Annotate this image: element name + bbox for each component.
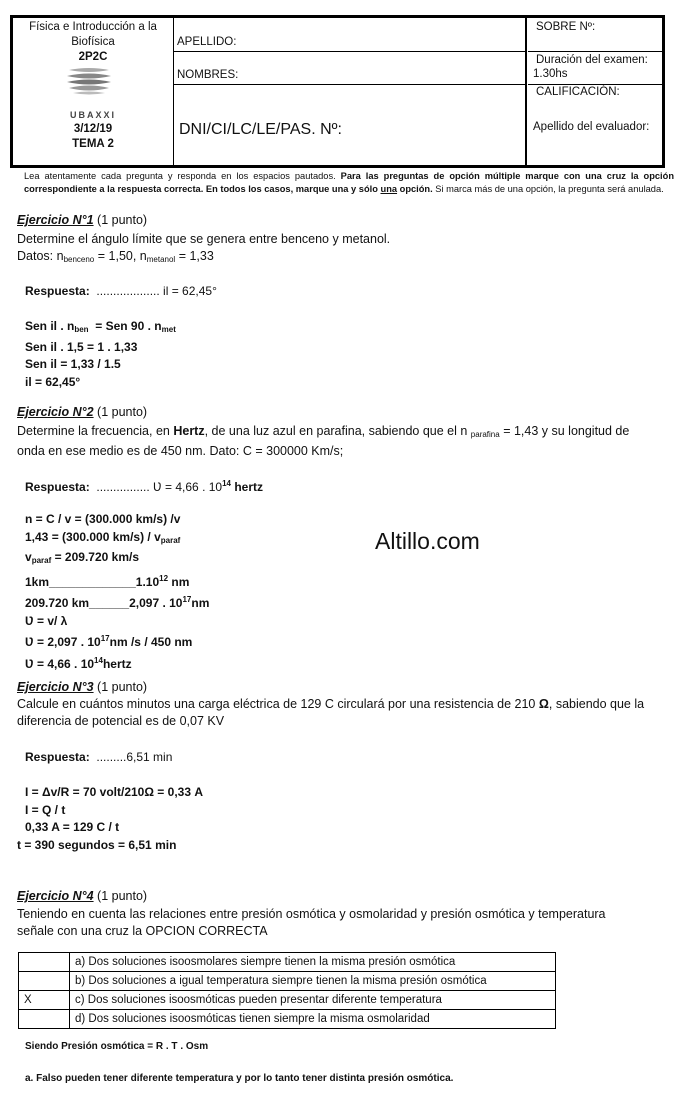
ex2-heading: Ejercicio N°2 (17, 405, 94, 419)
ex4-option-d-mark[interactable] (19, 1010, 70, 1029)
course-name-line2: Biofísica (71, 36, 115, 48)
ex3-step-2: I = Q / t (25, 802, 66, 817)
ex1-step-4: il = 62,45° (25, 374, 81, 389)
course-name-line1: Física e Introducción a la (29, 21, 157, 33)
ex2-step-5 (25, 591, 209, 613)
ex4-question (17, 906, 682, 940)
ex4-option-row[interactable] (19, 972, 556, 991)
course-code: 2P2C (78, 51, 108, 63)
admin-fields (528, 18, 662, 165)
ex4-note-2: a. Falso pueden tener diferente temperatura y por lo tanto tener distinta presión osmótica. (25, 1073, 454, 1084)
ex2-step-2a: 1,43 = (300.000 km/s) / v (25, 529, 161, 544)
ex4-option-b-text: b) Dos soluciones a igual temperatura siempre tienen la misma presión osmótica (70, 972, 556, 991)
instructions (24, 170, 674, 195)
watermark: Altillo.com (375, 528, 480, 554)
ex3-title (17, 680, 147, 694)
ex4-option-row[interactable] (19, 1010, 556, 1029)
ex2-answer-exp: 14 (222, 479, 231, 488)
course-info (13, 18, 174, 165)
exam-date: 3/12/19 (73, 123, 113, 135)
ex2-step-4 (25, 570, 209, 592)
sobre-field[interactable] (528, 18, 662, 52)
ex3-q-line2: diferencia de potencial es de 0,07 KV (17, 714, 225, 728)
ex2-step-5a: 209.720 km______2,097 . 10 (25, 596, 183, 610)
ex4-option-c-mark[interactable]: X (19, 991, 70, 1010)
ex2-step-8 (25, 652, 209, 674)
evaluador-label: Apellido del evaluador: (533, 121, 650, 133)
ex3-q-part2: , sabiendo que la (548, 697, 645, 711)
ex3-step-4: t = 390 segundos = 6,51 min (17, 837, 177, 852)
ex2-step-4b: nm (171, 574, 190, 589)
ex3-solution (17, 784, 204, 854)
ex2-step-3b: = 209.720 km/s (54, 550, 139, 564)
ex2-q-sub: parafina (470, 430, 500, 439)
ex1-answer (25, 283, 217, 301)
calificacion-field[interactable] (528, 85, 662, 165)
dni-label: DNI/CI/LC/LE/PAS. Nº: (179, 121, 342, 138)
ex2-step-8b: hertz (102, 656, 132, 671)
ex2-step-7b: nm /s / 450 nm (109, 635, 193, 649)
duracion-value: 1.30hs (533, 68, 568, 80)
instructions-text-2-end: opción. (399, 183, 433, 194)
ex4-option-a-mark[interactable] (19, 953, 70, 972)
ex4-option-row[interactable] (19, 953, 556, 972)
ex4-title (17, 889, 147, 903)
exam-tema: TEMA 2 (72, 138, 114, 150)
duracion-label: Duración del examen: (536, 54, 648, 66)
ex1-step-1b: = Sen 90 . n (95, 319, 162, 333)
duracion-field (528, 51, 662, 85)
ex4-option-c-text: c) Dos soluciones isoosmóticas pueden presentar diferente temperatura (70, 991, 556, 1010)
ex1-step-3: Sen il = 1,33 / 1.5 (25, 357, 121, 371)
ex4-points: (1 punto) (97, 889, 148, 903)
ex4-option-row[interactable] (19, 991, 556, 1010)
ex2-solution (25, 511, 209, 673)
ex2-answer (25, 475, 263, 497)
instructions-text-2: Para las preguntas de opción múltiple marque con una cruz la opción correspondiente a la respuesta correcta. En todos los casos, marque una y sólo (24, 171, 674, 194)
student-fields (173, 18, 527, 165)
ex4-option-a-text: a) Dos soluciones isoosmolares siempre tienen la misma presión osmótica (70, 953, 556, 972)
university-name: UBAXXI (69, 110, 116, 120)
ex3-answer-value: .........6,51 min (96, 750, 173, 764)
nombres-label: NOMBRES: (177, 69, 239, 81)
ex2-step-2-sub: paraf (160, 535, 181, 545)
ex2-q-part2: , de una luz azul en parafina, sabiendo que el n (204, 424, 468, 438)
instructions-underlined: una (380, 183, 398, 194)
ex1-answer-value: ................... il = 62,45° (96, 284, 217, 298)
ex1-datos-val2: = 1,33 (178, 249, 214, 263)
ex1-step-1-sub: ben (74, 325, 89, 334)
ex4-q-line2: señale con una cruz la OPCION CORRECTA (17, 924, 268, 938)
ex3-step-1: I = Δv/R = 70 volt/210Ω = 0,33 A (25, 785, 204, 799)
ex2-title (17, 405, 147, 419)
ex1-step-2: Sen il . 1,5 = 1 . 1,33 (25, 339, 138, 354)
ex1-sub-metanol: metanol (146, 255, 176, 264)
ex2-step-4a: 1km_____________1.10 (25, 574, 160, 589)
ex4-heading: Ejercicio N°4 (17, 889, 94, 903)
ex2-answer-label: Respuesta: (25, 480, 90, 494)
ex2-step-8-exp: 14 (94, 655, 103, 665)
ex1-datos (17, 248, 214, 268)
apellido-field[interactable] (173, 18, 525, 52)
ex2-step-3a: v (25, 550, 32, 564)
ex2-q-line2: onda en ese medio es de 450 nm. Dato: C = 300000 Km/s; (17, 444, 344, 458)
dni-field[interactable] (173, 85, 525, 165)
ex1-step-1-sub2: met (161, 325, 176, 334)
apellido-label: APELLIDO: (177, 36, 237, 48)
calificacion-label: CALIFICACIÓN: (536, 86, 620, 98)
ex3-answer-label: Respuesta: (25, 750, 90, 764)
ex2-step-4-exp: 12 (159, 573, 169, 583)
ex3-points: (1 punto) (97, 680, 148, 694)
university-logo-icon (65, 68, 113, 96)
ex1-solution (25, 318, 176, 391)
ex2-answer-value: ................ Ʋ = 4,66 . 10 (96, 480, 223, 494)
ex1-heading: Ejercicio N°1 (17, 213, 94, 227)
ex2-points: (1 punto) (97, 405, 148, 419)
ex3-heading: Ejercicio N°3 (17, 680, 94, 694)
ex2-step-7-exp: 17 (100, 634, 110, 643)
ex2-step-2 (25, 529, 209, 550)
ex2-q-part3: = 1,43 y su longitud de (503, 424, 630, 438)
instructions-text-1: Lea atentamente cada pregunta y responda en los espacios pautados. (24, 171, 336, 181)
ex2-step-1: n = C / v = (300.000 km/s) /v (25, 512, 181, 526)
ex4-options-table (18, 952, 556, 1029)
instructions-text-3: Si marca más de una opción, la pregunta será anulada. (435, 183, 664, 194)
ex1-datos-val1: = 1,50, n (97, 249, 147, 263)
ex2-step-5b: nm (191, 596, 210, 610)
ex3-q-part1: Calcule en cuántos minutos una carga eléctrica de 129 C circulará por una resistencia de 210 (17, 697, 536, 711)
ex2-q-part1: Determine la frecuencia, en (17, 424, 170, 438)
nombres-field[interactable] (173, 51, 525, 85)
ex3-step-3: 0,33 A = 129 C / t (25, 820, 120, 834)
sobre-label: SOBRE Nº: (536, 21, 596, 33)
ex2-step-7 (25, 630, 209, 652)
ex1-question: Determine el ángulo límite que se genera entre benceno y metanol. (17, 232, 391, 246)
ex1-points: (1 punto) (97, 213, 148, 227)
ex1-title (17, 213, 147, 227)
ex2-step-3-sub: paraf (31, 556, 52, 565)
ex1-answer-label: Respuesta: (25, 284, 90, 298)
ex1-step-1 (25, 318, 176, 339)
ex4-option-b-mark[interactable] (19, 972, 70, 991)
ex2-step-6: Ʋ = v/ λ (25, 613, 68, 628)
ex3-question (17, 696, 682, 730)
ex2-q-hertz: Hertz (173, 424, 205, 438)
ex2-answer-unit: hertz (234, 480, 264, 494)
ex2-step-5-exp: 17 (182, 595, 192, 604)
ex2-step-7a: Ʋ = 2,097 . 10 (25, 635, 101, 649)
ex4-option-d-text: d) Dos soluciones isoosmóticas tienen siempre la misma osmolaridad (70, 1010, 556, 1029)
ex1-datos-label: Datos: n (17, 249, 64, 263)
ex2-question (17, 423, 682, 460)
ex2-step-3 (25, 549, 209, 570)
ex2-step-8a: Ʋ = 4,66 . 10 (25, 656, 95, 671)
ex4-note-1: Siendo Presión osmótica = R . T . Osm (25, 1041, 209, 1052)
ex1-sub-benceno: benceno (63, 255, 95, 264)
ex3-answer (25, 749, 172, 767)
ex4-q-line1: Teniendo en cuenta las relaciones entre presión osmótica y osmolaridad y presión osmótica y temperatura (17, 907, 606, 921)
ex3-q-ohm: Ω (538, 697, 549, 711)
exam-header (10, 15, 665, 168)
ex1-step-1a: Sen il . n (25, 319, 75, 333)
